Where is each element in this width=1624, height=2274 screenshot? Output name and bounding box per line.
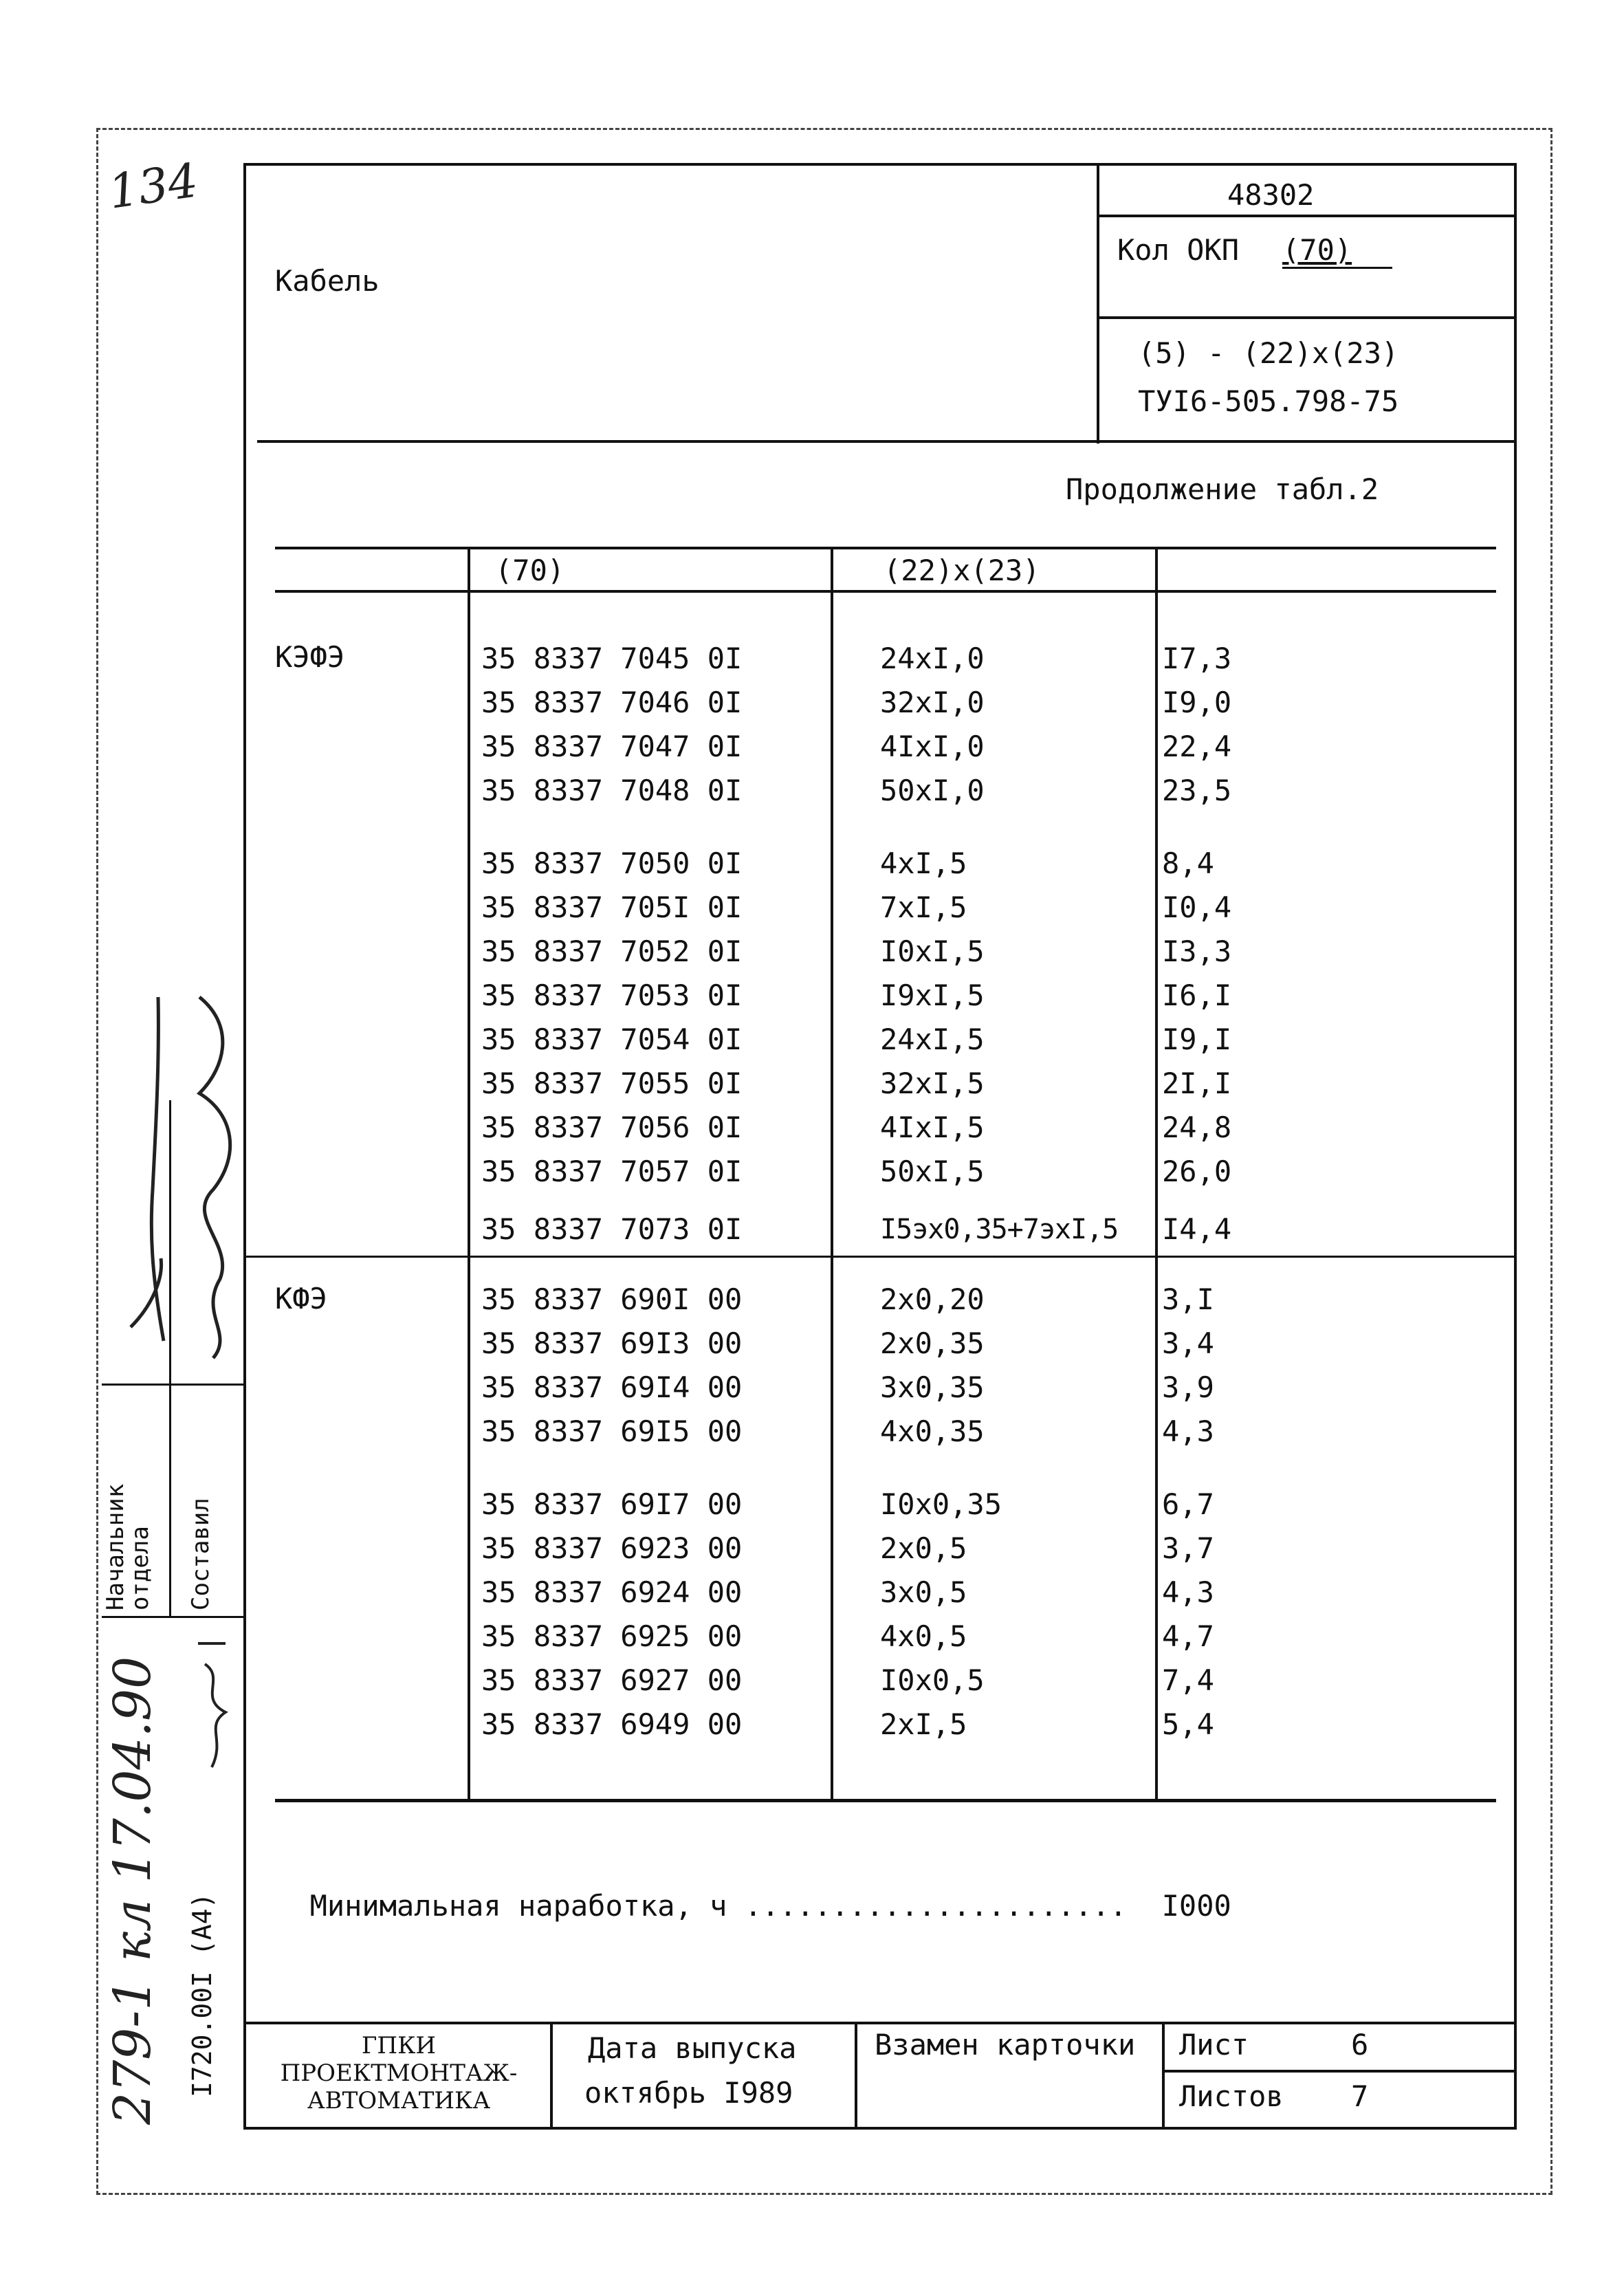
- size-cell: 2x0,35: [880, 1326, 985, 1360]
- table-header-rule: [275, 590, 1496, 593]
- table-row: [481, 842, 1513, 886]
- okp-cell: 35 8337 69I7 00: [481, 1487, 743, 1521]
- value-cell: I9,0: [1162, 686, 1232, 719]
- okp-cell: 35 8337 6927 00: [481, 1663, 743, 1697]
- okp-cell: 35 8337 6925 00: [481, 1619, 743, 1653]
- table-top-rule: [275, 547, 1496, 549]
- value-cell: 26,0: [1162, 1155, 1232, 1188]
- size-cell: I9xI,5: [880, 979, 985, 1012]
- footer-col-rule: [1162, 2022, 1165, 2130]
- okp-cell: 35 8337 705I 0I: [481, 890, 743, 924]
- tu-code: ТУI6-505.798-75: [1138, 384, 1399, 418]
- okp-value: (70): [1282, 233, 1352, 267]
- table-group-kefe: [481, 637, 1513, 1251]
- table-col-rule: [468, 548, 470, 1801]
- table-row: [481, 1207, 1513, 1251]
- value-cell: I3,3: [1162, 934, 1232, 968]
- value-cell: 4,3: [1162, 1575, 1214, 1609]
- group-name: КЭФЭ: [275, 640, 345, 674]
- table-row: [481, 769, 1513, 813]
- size-cell: 4IxI,0: [880, 730, 985, 763]
- size-cell: 7xI,5: [880, 890, 967, 924]
- okp-cell: 35 8337 7045 0I: [481, 642, 743, 675]
- min-life-line: [275, 1857, 1231, 1923]
- value-cell: 8,4: [1162, 846, 1214, 880]
- header-vertical-rule: [1097, 163, 1099, 444]
- okp-cell: 35 8337 7047 0I: [481, 730, 743, 763]
- table-row: [481, 1062, 1513, 1106]
- table-bottom-rule: [275, 1799, 1496, 1802]
- table-row: [481, 1571, 1513, 1615]
- okp-label: Кол ОКП: [1117, 233, 1240, 267]
- registration-note: 279-1 кл 17.04.90: [103, 1656, 162, 2125]
- product-name: Кабель: [275, 264, 380, 298]
- value-cell: 4,3: [1162, 1414, 1214, 1448]
- size-cell: I0x0,5: [880, 1663, 985, 1697]
- okp-cell: 35 8337 7053 0I: [481, 979, 743, 1012]
- org-name: ГПКИ ПРОЕКТМОНТАЖ-АВТОМАТИКА: [280, 2032, 518, 2114]
- table-row: [481, 637, 1513, 681]
- size-cell: 4x0,35: [880, 1414, 985, 1448]
- okp-cell: 35 8337 7048 0I: [481, 774, 743, 807]
- table-row: [481, 1366, 1513, 1410]
- footer-sheet-rule: [1162, 2070, 1517, 2073]
- value-cell: I4,4: [1162, 1212, 1232, 1246]
- product-code: 48302: [1227, 178, 1315, 212]
- size-cell: 4IxI,5: [880, 1111, 985, 1144]
- group-separator-rule: [243, 1256, 1517, 1258]
- size-cell: 3x0,5: [880, 1575, 967, 1609]
- dept-head-label: Начальник отдела: [102, 1483, 154, 1610]
- sheet-label: Лист: [1179, 2028, 1249, 2062]
- table-row: [481, 930, 1513, 974]
- margin-note: 134: [105, 153, 201, 220]
- size-cell: 24xI,5: [880, 1023, 985, 1056]
- table-row: [481, 1703, 1513, 1747]
- size-cell: 2x0,5: [880, 1531, 967, 1565]
- okp-cell: 35 8337 6923 00: [481, 1531, 743, 1565]
- table-row: [481, 1150, 1513, 1194]
- table-row: [481, 1410, 1513, 1454]
- form-code: I720.00I (А4): [187, 1892, 217, 2097]
- sheets-value: 7: [1351, 2079, 1369, 2113]
- min-life-dots: ......................: [744, 1889, 1128, 1923]
- value-cell: 4,7: [1162, 1619, 1214, 1653]
- value-cell: I9,I: [1162, 1023, 1232, 1056]
- okp-cell: 35 8337 7056 0I: [481, 1111, 743, 1144]
- okp-cell: 35 8337 69I5 00: [481, 1414, 743, 1448]
- okp-underline: [1282, 267, 1392, 269]
- size-cell: 32xI,5: [880, 1067, 985, 1100]
- size-cell: 4xI,5: [880, 846, 967, 880]
- formula: (5) - (22)x(23): [1138, 336, 1399, 370]
- table-group-kfe: [481, 1278, 1513, 1747]
- table-row: [481, 1615, 1513, 1659]
- value-cell: 5,4: [1162, 1707, 1214, 1741]
- okp-cell: 35 8337 69I3 00: [481, 1326, 743, 1360]
- table-row: [481, 1659, 1513, 1703]
- okp-cell: 35 8337 690I 00: [481, 1282, 743, 1316]
- row-gap: [481, 813, 1513, 842]
- signature-initials: [184, 1637, 246, 1774]
- value-cell: 24,8: [1162, 1111, 1232, 1144]
- continuation-label: Продолжение табл.2: [1066, 472, 1379, 506]
- release-date-label: Дата выпуска: [588, 2031, 797, 2065]
- okp-cell: 35 8337 7055 0I: [481, 1067, 743, 1100]
- size-cell: I5эx0,35+7эxI,5: [880, 1214, 1119, 1245]
- okp-cell: 35 8337 7046 0I: [481, 686, 743, 719]
- signature-compiled: [172, 983, 254, 1368]
- col-header-okp: (70): [495, 554, 565, 587]
- okp-cell: 35 8337 7052 0I: [481, 934, 743, 968]
- table-row: [481, 886, 1513, 930]
- release-date-value: октябрь I989: [584, 2076, 793, 2110]
- table-row: [481, 725, 1513, 769]
- size-cell: 50xI,0: [880, 774, 985, 807]
- okp-cell: 35 8337 6949 00: [481, 1707, 743, 1741]
- row-gap: [481, 1194, 1513, 1207]
- size-cell: 2xI,5: [880, 1707, 967, 1741]
- min-life-value: I000: [1161, 1889, 1231, 1923]
- value-cell: 3,9: [1162, 1370, 1214, 1404]
- table-row: [481, 1018, 1513, 1062]
- size-cell: 24xI,0: [880, 642, 985, 675]
- side-column-rule: [102, 1616, 246, 1618]
- size-cell: 4x0,5: [880, 1619, 967, 1653]
- okp-cell: 35 8337 7050 0I: [481, 846, 743, 880]
- compiled-label: Составил: [187, 1498, 215, 1610]
- table-row: [481, 1322, 1513, 1366]
- value-cell: 22,4: [1162, 730, 1232, 763]
- footer-col-rule: [550, 2022, 553, 2130]
- side-column-rule: [102, 1384, 246, 1386]
- table-row: [481, 974, 1513, 1018]
- group-name: КФЭ: [275, 1282, 327, 1315]
- value-cell: 3,7: [1162, 1531, 1214, 1565]
- value-cell: I0,4: [1162, 890, 1232, 924]
- sheet-value: 6: [1351, 2028, 1369, 2062]
- table-row: [481, 1278, 1513, 1322]
- footer-col-rule: [855, 2022, 857, 2130]
- value-cell: 3,4: [1162, 1326, 1214, 1360]
- table-row: [481, 1106, 1513, 1150]
- value-cell: 2I,I: [1162, 1067, 1232, 1100]
- size-cell: 2x0,20: [880, 1282, 985, 1316]
- size-cell: I0xI,5: [880, 934, 985, 968]
- okp-cell: 35 8337 7073 0I: [481, 1212, 743, 1246]
- signature-dept-head: [110, 983, 179, 1368]
- header-rule: [1097, 215, 1517, 217]
- value-cell: 7,4: [1162, 1663, 1214, 1697]
- okp-cell: 35 8337 69I4 00: [481, 1370, 743, 1404]
- okp-cell: 35 8337 6924 00: [481, 1575, 743, 1609]
- value-cell: 23,5: [1162, 774, 1232, 807]
- table-row: [481, 1527, 1513, 1571]
- footer-top-rule: [243, 2022, 1517, 2024]
- size-cell: 32xI,0: [880, 686, 985, 719]
- value-cell: I6,I: [1162, 979, 1232, 1012]
- okp-cell: 35 8337 7057 0I: [481, 1155, 743, 1188]
- replaces-label: Взамен карточки: [875, 2028, 1136, 2062]
- okp-cell: 35 8337 7054 0I: [481, 1023, 743, 1056]
- size-cell: 50xI,5: [880, 1155, 985, 1188]
- min-life-label: Минимальная наработка, ч: [309, 1889, 727, 1923]
- size-cell: 3x0,35: [880, 1370, 985, 1404]
- size-cell: I0x0,35: [880, 1487, 1002, 1521]
- row-gap: [481, 1454, 1513, 1483]
- sheets-label: Листов: [1179, 2079, 1284, 2113]
- header-rule: [1097, 316, 1517, 319]
- col-header-size: (22)x(23): [884, 554, 1040, 587]
- table-row: [481, 1483, 1513, 1527]
- value-cell: 3,I: [1162, 1282, 1214, 1316]
- value-cell: 6,7: [1162, 1487, 1214, 1521]
- header-bottom-rule: [257, 440, 1517, 443]
- table-row: [481, 681, 1513, 725]
- value-cell: I7,3: [1162, 642, 1232, 675]
